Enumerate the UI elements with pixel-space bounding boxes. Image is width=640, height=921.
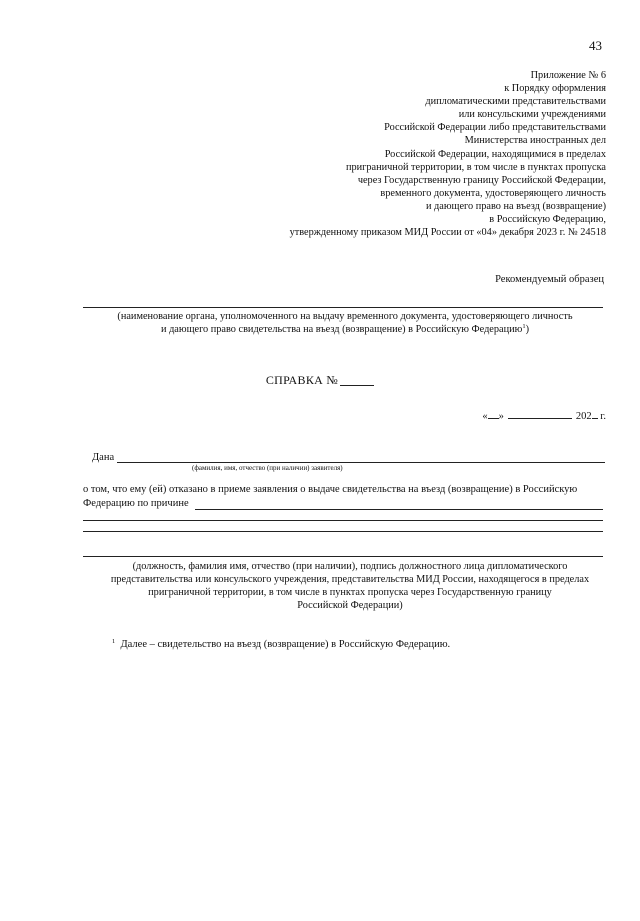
appendix-line: утвержденному приказом МИД России от «04» декабря 2023 г. № 24518	[289, 227, 606, 239]
month-blank	[508, 409, 572, 419]
appendix-line: приграничной территории, в том числе в пунктах пропуска	[346, 161, 606, 173]
reason-line	[83, 531, 603, 532]
appendix-line: дипломатическими представительствами	[425, 96, 606, 108]
recommended-sample-label: Рекомендуемый образец	[495, 274, 604, 285]
signature-caption-line: представительства или консульского учреждения, представительства МИД России, находящегося в пределах	[110, 574, 590, 585]
appendix-line: Российской Федерации либо представительствами	[384, 122, 606, 134]
year-blank	[592, 409, 598, 419]
appendix-line: или консульскими учреждениями	[458, 109, 606, 121]
refusal-text-line: Федерацию по причине	[83, 498, 189, 509]
appendix-line: временного документа, удостоверяющего личность	[380, 187, 606, 199]
appendix-line: и дающего право на въезд (возвращение)	[425, 200, 606, 212]
refusal-text	[83, 483, 609, 511]
appendix-line: Российской Федерации, находящимися в пределах	[384, 148, 606, 160]
signature-caption	[70, 560, 630, 612]
reason-line	[195, 509, 603, 510]
applicant-name-line	[117, 462, 605, 463]
page-number: 43	[589, 38, 602, 53]
appendix-line: Приложение № 6	[530, 70, 606, 81]
reason-line	[83, 520, 603, 521]
certificate-number-blank	[340, 375, 374, 386]
appendix-line: Министерства иностранных дел	[464, 135, 606, 147]
signature-caption-line: Российской Федерации)	[297, 600, 403, 611]
date-field: « » 202 г.	[482, 411, 606, 422]
appendix-line: в Российскую Федерацию,	[489, 214, 606, 226]
issuer-caption-line: (наименование органа, уполномоченного на выдачу временного документа, удостоверяющего личность	[117, 311, 573, 322]
issued-to-label: Дана	[92, 452, 115, 463]
appendix-header	[186, 69, 606, 239]
applicant-caption: (фамилия, имя, отчество (при наличии) заявителя)	[192, 464, 343, 472]
appendix-line: через Государственную границу Российской Федерации,	[357, 174, 606, 186]
issuer-caption-line: и дающего право свидетельства на въезд (возвращение) в Российскую Федерацию$^1$)	[160, 323, 529, 335]
certificate-title: СПРАВКА №	[0, 373, 640, 388]
footnote-text: Далее – свидетельство на въезд (возвращение) в Российскую Федерацию.	[120, 639, 451, 650]
footnote-mark: 1	[522, 323, 526, 330]
refusal-text-line: о том, что ему (ей) отказано в приеме заявления о выдаче свидетельства на въезд (возвращение) в Российскую	[83, 484, 578, 495]
footnote-mark: 1	[112, 638, 116, 645]
signature-caption-line: (должность, фамилия имя, отчество (при наличии), подпись должностного лица дипломатического	[132, 561, 568, 572]
signature-caption-line: приграничной территории, в том числе в пунктах пропуска через Государственную границу	[148, 587, 552, 598]
signature-line	[83, 556, 603, 557]
issuer-caption	[60, 310, 630, 336]
day-blank	[488, 409, 499, 419]
issuer-name-line	[83, 307, 603, 308]
footnote	[112, 639, 450, 650]
appendix-line: к Порядку оформления	[504, 83, 606, 95]
